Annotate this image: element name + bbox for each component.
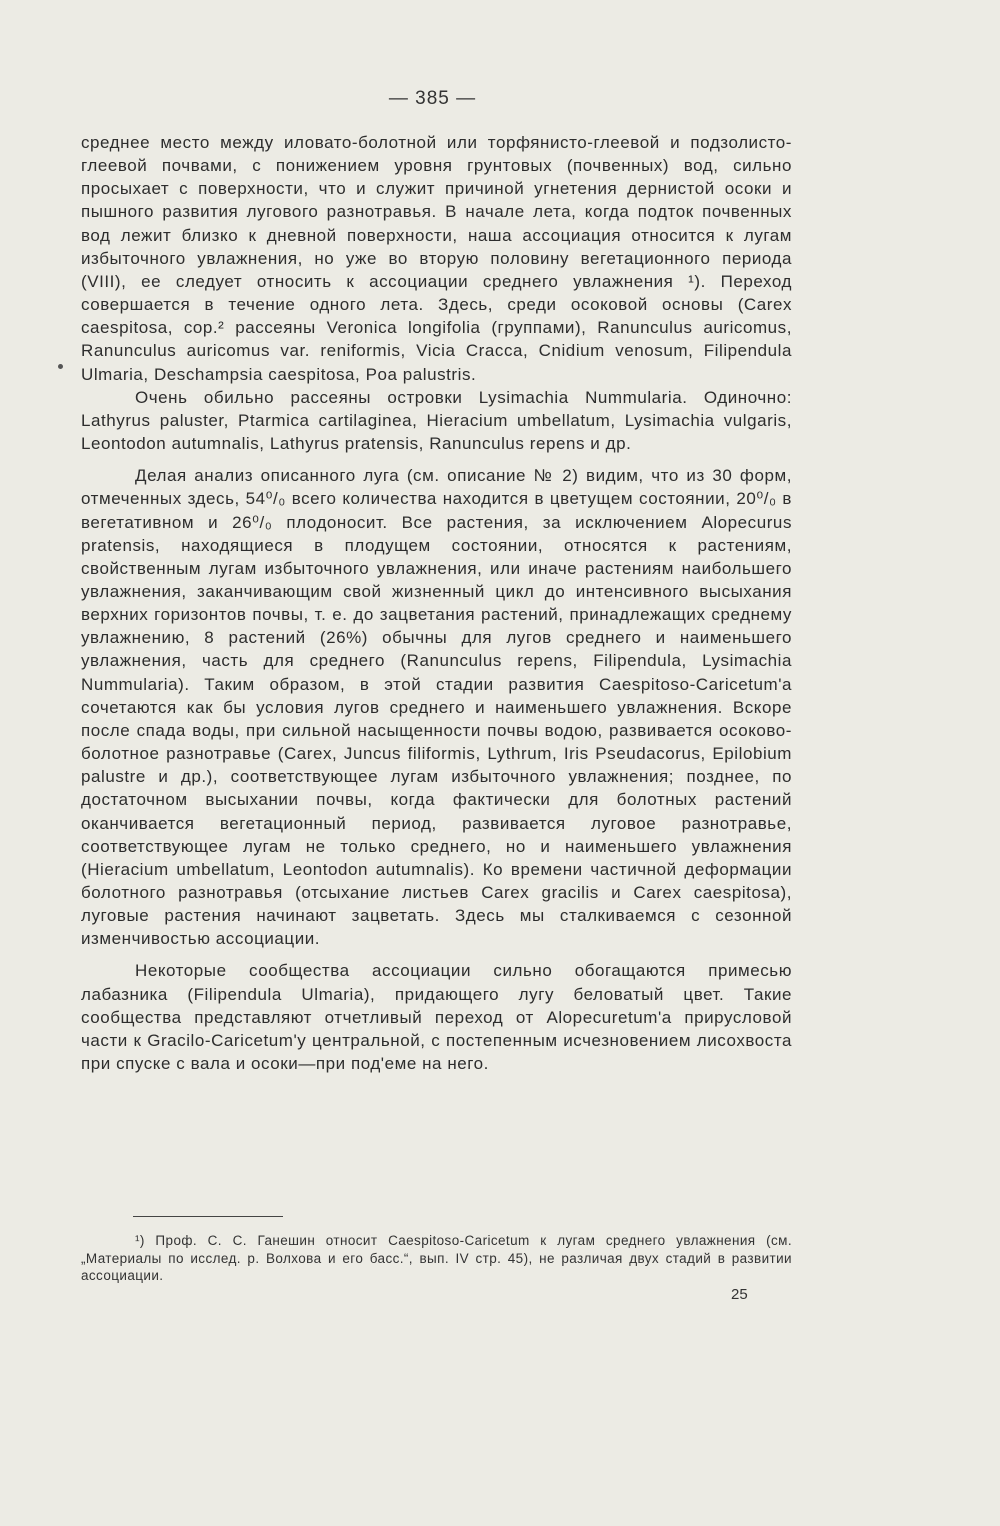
paragraph: Очень обильно рассеяны островки Lysimachia Nummularia. Одиночно: Lathyrus paluster, Ptarmica cartilaginea, Hieracium umbellatum, Lysimachia vulgaris, Leontodon autumnalis, Lathyrus pratensis, Ranunculus repens и др.	[81, 387, 792, 454]
body-text	[81, 131, 792, 1075]
ink-dot-mark	[58, 364, 63, 369]
page-number-header: — 385 —	[388, 88, 477, 109]
paragraph-continuation: среднее место между иловато-болотной или торфянисто-глеевой и подзолисто-глеевой почвами, с понижением уровня грунтовых (почвенных) вод, сильно просыхает с поверхности, что и служит причиной угнетения дернистой осоки и пышного развития лугового разнотравья. В начале лета, когда подток почвенных вод лежит близко к дневной поверхности, наша ассоциация относится к лугам избыточного увлажнения, но уже во вторую половину вегетационного периода (VIII), ее следует относить к ассоциации среднего увлажнения ¹). Переход совершается в течение одного лета. Здесь, среди осоковой основы (Carex caespitosa, cop.² рассеяны Veronica longifolia (группами), Ranunculus auricomus, Ranunculus auricomus var. reniformis, Vicia Cracca, Cnidium venosum, Filipendula Ulmaria, Deschampsia caespitosa, Poa palustris.	[81, 133, 792, 384]
paragraph: Делая анализ описанного луга (см. описание № 2) видим, что из 30 форм, отмеченных здесь, 54⁰/₀ всего количества находится в цветущем состоянии, 20⁰/₀ в вегетативном и 26⁰/₀ плодоносит. Все растения, за исключением Alopecurus pratensis, находящиеся в плодущем состоянии, относятся к растениям, свойственным лугам избыточного увлажнения, или иначе растениям наибольшего увлажнения, заканчивающим свой жизненный цикл до интенсивного высыхания верхних горизонтов почвы, т. е. до зацветания растений, принадлежащих среднему увлажнению, 8 растений (26%) обычны для лугов среднего и наименьшего увлажнения, часть для среднего (Ranunculus repens, Filipendula, Lysimachia Nummularia). Таким образом, в этой стадии развития Caespitoso-Caricetum'a сочетаются как бы условия лугов среднего и наименьшего увлажнения. Вскоре после спада воды, при сильной насыщенности почвы водою, развивается осоково-болотное разнотравье (Carex, Juncus filiformis, Lythrum, Iris Pseudacorus, Epilobium palustre и др.), соответствующее лугам избыточного увлажнения; позднее, по достаточном высыхании почвы, когда фактически для болотных растений оканчивается вегетационный период, развивается луговое разнотравье, соответствующее лугам не только среднего, но и наименьшего увлажнения (Hieracium umbellatum, Leontodon autumnalis). Ко времени частичной деформации болотного разнотравья (отсыхание листьев Carex gracilis и Carex caespitosa), луговые растения начинают зацветать. Здесь мы сталкиваемся с сезонной изменчивостью ассоциации.	[81, 466, 792, 949]
footnote-separator	[133, 1216, 283, 1217]
paragraph: Некоторые сообщества ассоциации сильно обогащаются примесью лабазника (Filipendula Ulmaria), придающего лугу беловатый цвет. Такие сообщества представляют отчетливый переход от Alopecuretum'a прирусловой части к Gracilo-Caricetum'y центральной, с постепенным исчезновением лисохвоста при спуске с вала и осоки—при под'еме на него.	[81, 961, 792, 1074]
printer-signature-mark: 25	[731, 1286, 748, 1303]
footnote: ¹) Проф. С. С. Ганешин относит Caespitoso-Caricetum к лугам среднего увлажнения (см. „Материалы по исслед. р. Волхова и его басс.“, вып. IV стр. 45), не различая двух стадий в развитии ассоциации.	[81, 1233, 792, 1283]
